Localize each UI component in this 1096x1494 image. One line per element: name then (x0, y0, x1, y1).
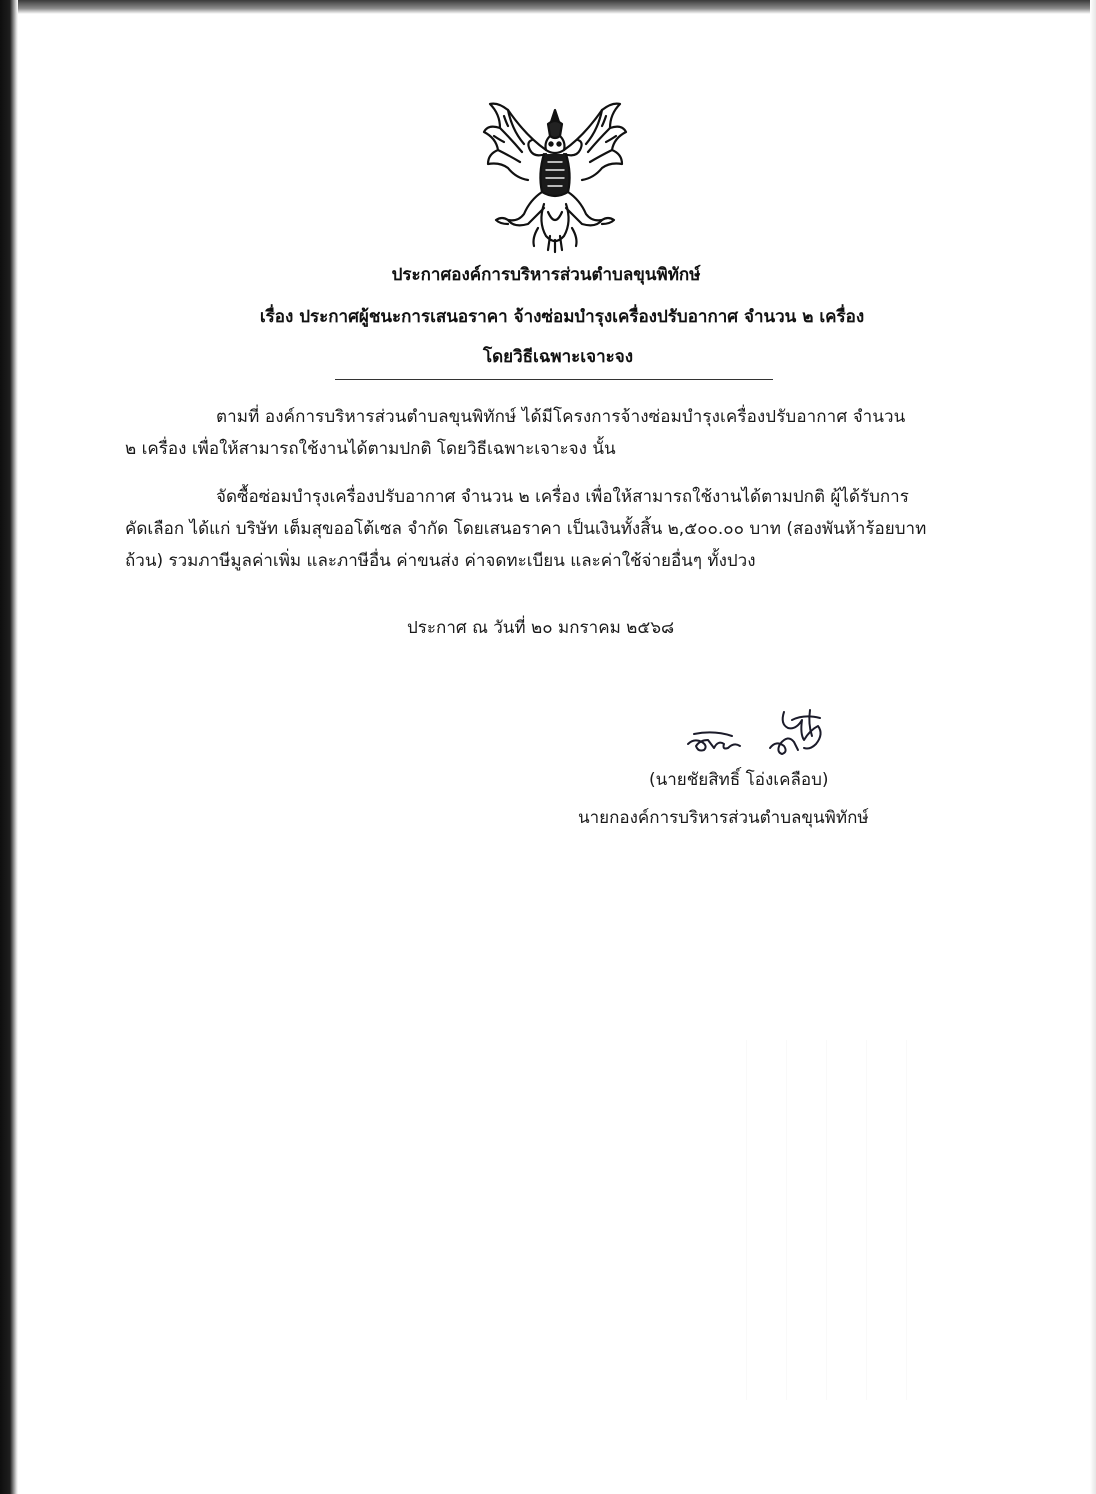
signer-title: นายกองค์การบริหารส่วนตำบลขุนพิทักษ์ (578, 808, 869, 828)
scan-top-edge (0, 0, 1096, 14)
signer-name: (นายชัยสิทธิ์ โอ่งเคลือบ) (649, 770, 829, 790)
handwritten-signature-icon (684, 704, 834, 766)
paragraph-2-line-1: จัดซื้อซ่อมบำรุงเครื่องปรับอากาศ จำนวน ๒ เครื่อง เพื่อให้สามารถใช้งานได้ตามปกติ ผู้ได้รับการ (216, 487, 909, 507)
announcement-date: ประกาศ ณ วันที่ ๒๐ มกราคม ๒๕๖๘ (407, 618, 675, 638)
scan-texture (746, 1040, 946, 1400)
paragraph-1-line-2: ๒ เครื่อง เพื่อให้สามารถใช้งานได้ตามปกติ โดยวิธีเฉพาะเจาะจง นั้น (125, 439, 616, 459)
announcement-title: ประกาศองค์การบริหารส่วนตำบลขุนพิทักษ์ (391, 265, 701, 285)
scan-right-edge (1090, 0, 1096, 1494)
paragraph-2-line-3: ถ้วน) รวมภาษีมูลค่าเพิ่ม และภาษีอื่น ค่าขนส่ง ค่าจดทะเบียน และค่าใช้จ่ายอื่นๆ ทั้งปวง (125, 551, 756, 571)
title-divider (335, 379, 773, 380)
garuda-emblem-icon (478, 96, 632, 254)
paragraph-1-line-1: ตามที่ องค์การบริหารส่วนตำบลขุนพิทักษ์ ได้มีโครงการจ้างซ่อมบำรุงเครื่องปรับอากาศ จำนวน (216, 407, 906, 427)
scan-left-edge (0, 0, 18, 1494)
announcement-subject: เรื่อง ประกาศผู้ชนะการเสนอราคา จ้างซ่อมบำรุงเครื่องปรับอากาศ จำนวน ๒ เครื่อง (259, 307, 865, 327)
procurement-method: โดยวิธีเฉพาะเจาะจง (482, 347, 634, 367)
paragraph-2-line-2: คัดเลือก ได้แก่ บริษัท เต็มสุขออโต้เซล จำกัด โดยเสนอราคา เป็นเงินทั้งสิ้น ๒,๕๐๐.๐๐ บาท (สองพันห้าร้อยบาท (125, 519, 927, 539)
